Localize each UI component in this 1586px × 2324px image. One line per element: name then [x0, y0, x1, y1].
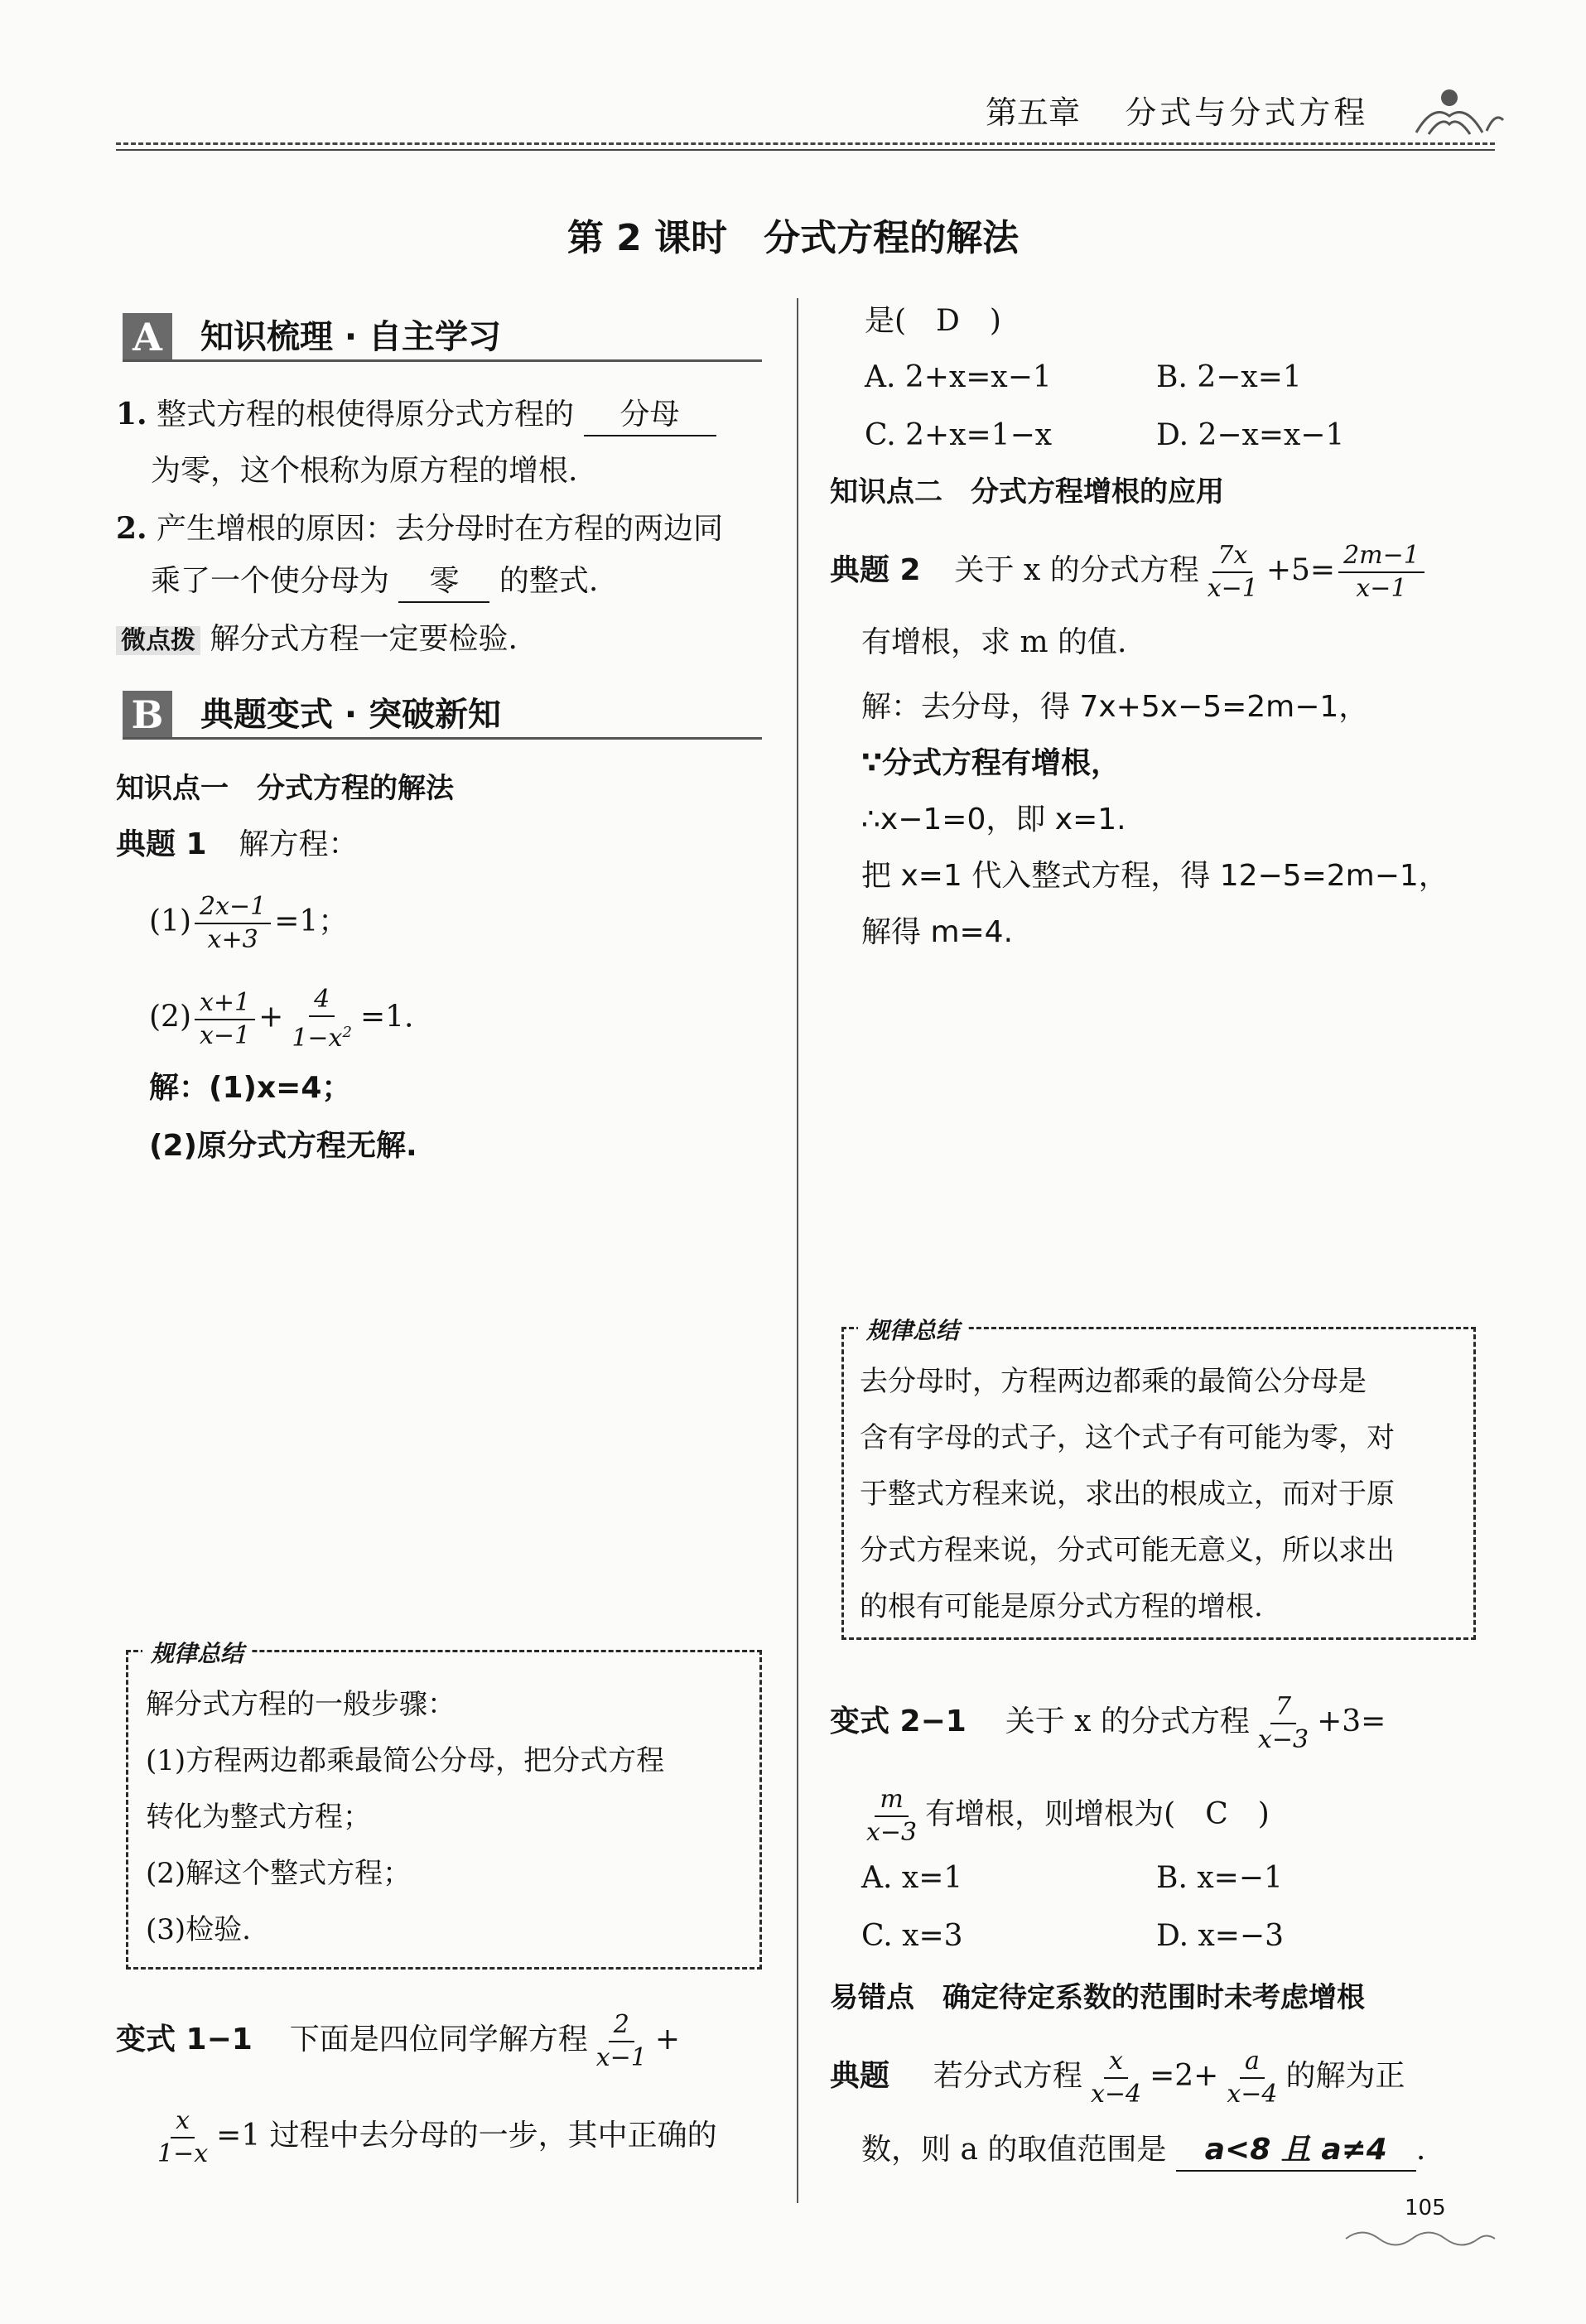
- knowledge-item-2: 2. 产生增根的原因：去分母时在方程的两边同: [116, 511, 724, 546]
- summary-box-1-title: 规律总结: [142, 1636, 252, 1669]
- tip-label: 微点拨: [116, 626, 200, 655]
- example-2-solution: 解：去分母，得 7x+5x−5=2m−1， ∵分式方程有增根， ∴x−1=0，即 x=1. 把 x=1 代入整式方程，得 12−5=2m−1， 解得 m=4.: [861, 690, 1449, 949]
- section-a-badge: A: [123, 313, 172, 361]
- variant-1-1-answer: 是( D ): [865, 304, 1001, 338]
- variant-1-1-cont: $\frac{x}{1-x}$ =1 过程中去分母的一步，其中正确的: [157, 2106, 717, 2168]
- variant-2-1-cont: $\frac{m}{x-3}$ 有增根，则增根为( C ): [866, 1785, 1270, 1847]
- kp2-heading: 知识点二 分式方程增根的应用: [830, 475, 1224, 509]
- error-point-example-cont: 数，则 a 的取值范围是 a<8 且 a≠4 .: [861, 2130, 1425, 2172]
- knowledge-item-2-cont: 乘了一个使分母为 零 的整式.: [151, 562, 598, 603]
- error-point-heading: 易错点 确定待定系数的范围时未考虑增根: [830, 1981, 1365, 2014]
- variant-1-1-option-d: D. 2−x=x−1: [1156, 418, 1345, 452]
- column-divider: [797, 298, 798, 2203]
- section-a-title: 知识梳理 · 自主学习: [200, 318, 502, 356]
- variant-1-1-option-c: C. 2+x=1−x: [865, 418, 1053, 452]
- knowledge-item-1-cont: 为零，这个根称为原方程的增根.: [151, 454, 578, 488]
- summary-box-1-body: 解分式方程的一般步骤： (1)方程两边都乘最简公分母，把分式方程 转化为整式方程； (2)解这个整式方程； (3)检验.: [146, 1688, 665, 1946]
- example-2: 典题 2 关于 x 的分式方程 $\frac{7x}{x-1}$ +5= $\frac{2m-1}{x-1}$: [830, 542, 1428, 603]
- example-1-part-1: (1) $\frac{2x-1}{x+3}$ =1；: [149, 892, 349, 954]
- header-divider-solid: [116, 149, 1495, 151]
- example-1-solution-1: 解：(1)x=4；: [149, 1071, 352, 1105]
- lesson-title: 第 2 课时 分式方程的解法: [566, 217, 1020, 259]
- page-number: 105: [1405, 2196, 1446, 2220]
- example-2-cont: 有增根，求 m 的值.: [861, 625, 1127, 659]
- variant-2-1-option-a: A. x=1: [861, 1861, 963, 1895]
- chapter-title: 分式与分式方程: [1125, 94, 1369, 131]
- answer-blank-range: a<8 且 a≠4: [1176, 2130, 1416, 2172]
- section-a-underline: [123, 359, 762, 362]
- section-b-underline: [123, 737, 762, 740]
- header-divider: [116, 142, 1495, 145]
- answer-blank-1: 分母: [584, 395, 716, 436]
- summary-box-2-body: 去分母时，方程两边都乘的最简公分母是 含有字母的式子，这个式子有可能为零，对 于整式方程来说，求出的根成立，而对于原 分式方程来说，分式可能无意义，所以求出 的根有可能是原分式方程的增根.: [860, 1365, 1395, 1623]
- example-1-part-2: (2) $\frac{x+1}{x-1}$ + $\frac{4}{1-x^2}$ =1.: [149, 985, 414, 1053]
- variant-1-1-option-b: B. 2−x=1: [1156, 360, 1302, 394]
- tip: 微点拨 解分式方程一定要检验.: [116, 620, 518, 661]
- summary-box-2-title: 规律总结: [858, 1313, 967, 1346]
- kp1-heading: 知识点一 分式方程的解法: [116, 772, 454, 805]
- variant-2-1-option-c: C. x=3: [861, 1919, 963, 1953]
- section-b-title: 典题变式 · 突破新知: [200, 696, 502, 734]
- knowledge-item-1: 1. 整式方程的根使得原分式方程的 分母: [116, 394, 716, 436]
- chapter-header: [986, 93, 1368, 133]
- variant-1-1-option-a: A. 2+x=x−1: [865, 360, 1052, 394]
- error-point-example: 典题 若分式方程 $\frac{x}{x-4}$ =2+ $\frac{a}{x-4}$ 的解为正: [830, 2047, 1405, 2109]
- example-1: 典题 1 解方程：: [116, 827, 359, 861]
- section-b-badge: B: [123, 691, 172, 739]
- page-ornament-icon: [1342, 2226, 1499, 2251]
- header-ornament-icon: [1408, 83, 1507, 141]
- chapter-number: 第五章: [986, 94, 1081, 131]
- answer-blank-2: 零: [398, 562, 489, 603]
- variant-2-1: 变式 2−1 关于 x 的分式方程 $\frac{7}{x-3}$ +3=: [830, 1692, 1386, 1754]
- variant-2-1-option-b: B. x=−1: [1156, 1861, 1283, 1895]
- example-1-solution-2: (2)原分式方程无解.: [149, 1129, 417, 1163]
- variant-2-1-option-d: D. x=−3: [1156, 1919, 1285, 1953]
- variant-1-1: 变式 1−1 下面是四位同学解方程 $\frac{2}{x-1}$ +: [116, 2010, 681, 2072]
